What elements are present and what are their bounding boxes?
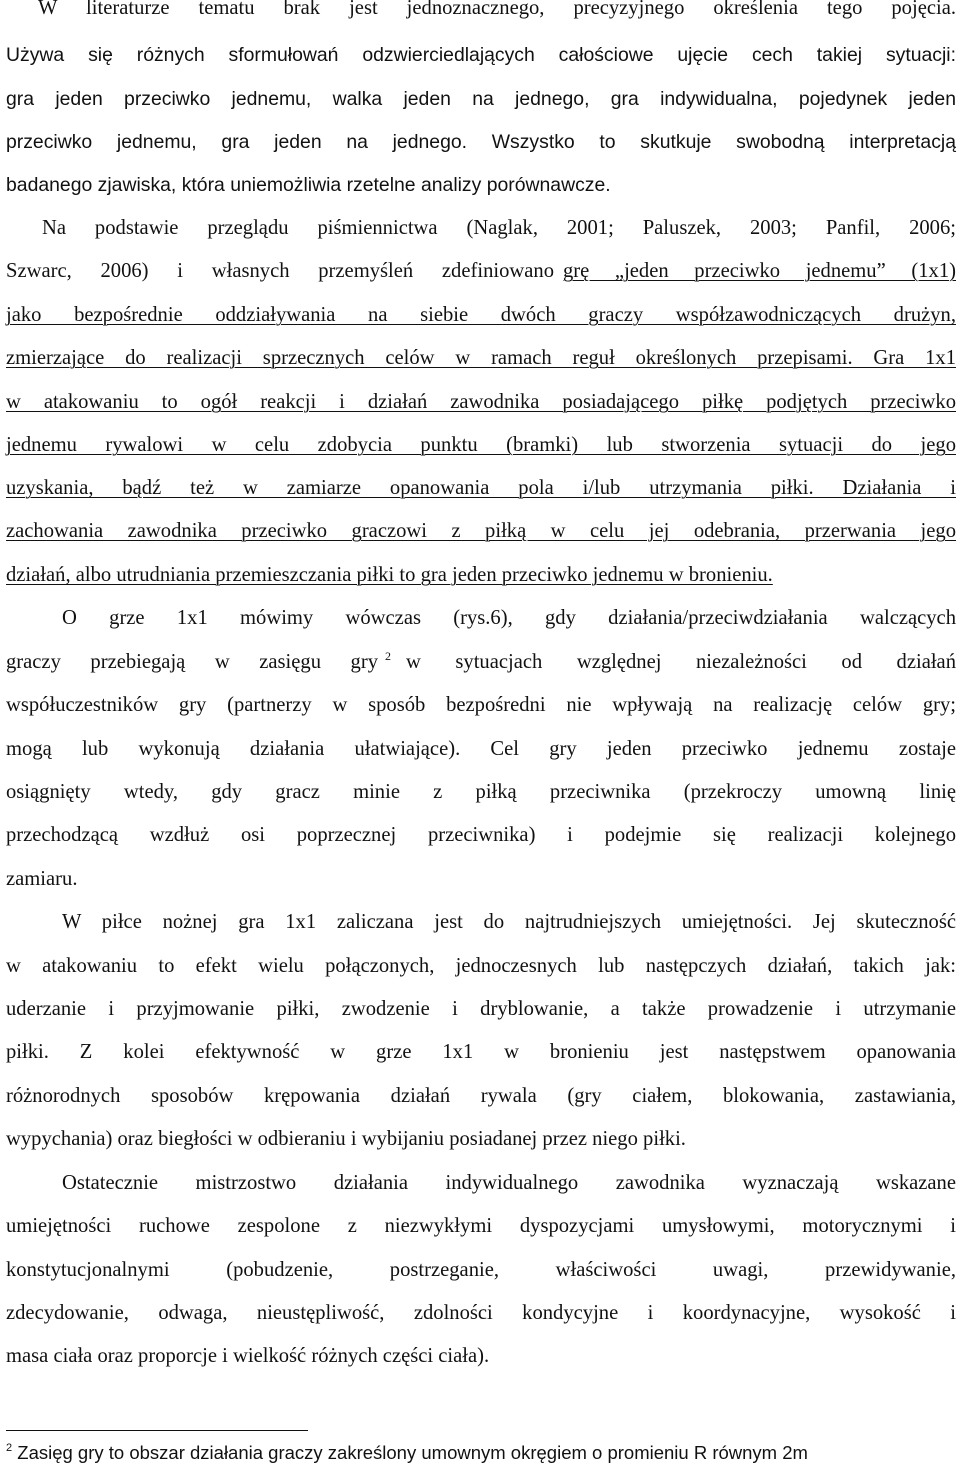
text-line: współuczestników gry (partnerzy w sposób bezpośredni nie wpływają na realizację celów gry;: [6, 694, 956, 716]
text-line-underlined: jednemu rywalowi w celu zdobycia punktu (bramki) lub stworzenia sytuacji do jego: [6, 434, 956, 456]
text-line-underlined: w atakowaniu to ogół reakcji i działań zawodnika posiadającego piłkę podjętych przeciwko: [6, 391, 956, 413]
text-line-underlined: uzyskania, bądź też w zamiarze opanowania pola i/lub utrzymania piłki. Działania i: [6, 477, 956, 499]
text-line: Na podstawie przeglądu piśmiennictwa (Naglak, 2001; Paluszek, 2003; Panfil, 2006;: [42, 217, 956, 239]
text-line: mogą lub wykonują działania ułatwiające). Cel gry jeden przeciwko jednemu zostaje: [6, 738, 956, 760]
text-line-underlined: działań, albo utrudniania przemieszczania piłki to gra jeden przeciwko jednemu w bronieniu.: [6, 564, 773, 586]
text-line: wypychania) oraz biegłości w odbieraniu i wybijaniu posiadanej przez niego piłki.: [6, 1128, 686, 1150]
text-line-underlined: jako bezpośrednie oddziaływania na siebie dwóch graczy współzawodniczących drużyn,: [6, 304, 956, 326]
text-line: konstytucjonalnymi (pobudzenie, postrzeganie, właściwości uwagi, przewidywanie,: [6, 1259, 956, 1281]
text-line: gra jeden przeciwko jednemu, walka jeden na jednego, gra indywidualna, pojedynek jeden: [6, 88, 956, 110]
footnote-divider: [6, 1430, 308, 1431]
text-line: Ostatecznie mistrzostwo działania indywidualnego zawodnika wyznaczają wskazane: [62, 1172, 956, 1194]
text-line: zamiaru.: [6, 868, 78, 890]
text-line: piłki. Z kolei efektywność w grze 1x1 w bronieniu jest następstwem opanowania: [6, 1041, 956, 1063]
footnote-number: 2: [6, 1442, 13, 1454]
text-line: umiejętności ruchowe zespolone z niezwykłymi dyspozycjami umysłowymi, motorycznymi i: [6, 1215, 956, 1237]
text-line: uderzanie i przyjmowanie piłki, zwodzenie i dryblowanie, a także prowadzenie i utrzymanie: [6, 998, 956, 1020]
text-line-underlined: zmierzające do realizacji sprzecznych celów w ramach reguł określonych przepisami. Gra 1x1: [6, 347, 956, 369]
text-line: w atakowaniu to efekt wielu połączonych, jednoczesnych lub następczych działań, takich jak:: [6, 955, 956, 977]
footnote-text: Zasięg gry to obszar działania graczy zakreślony umownym okręgiem o promieniu R równym 2m: [17, 1442, 808, 1463]
text-line: zdecydowanie, odwaga, nieustępliwość, zdolności kondycyjne i koordynacyjne, wysokość i: [6, 1302, 956, 1324]
text-line: masa ciała oraz proporcje i wielkość różnych części ciała).: [6, 1345, 490, 1367]
text-line: różnorodnych sposobów krępowania działań rywala (gry ciałem, blokowania, zastawiania,: [6, 1085, 956, 1107]
text-line-underlined: grę „jeden przeciwko jednemu” (1x1): [563, 260, 956, 282]
text-line: Używa się różnych sformułowań odzwierciedlających całościowe ujęcie cech takiej sytuacji:: [6, 44, 956, 66]
text-line-underlined: zachowania zawodnika przeciwko graczowi z piłką w celu jej odebrania, przerwania jego: [6, 520, 956, 542]
text-line: Szwarc, 2006) i własnych przemyśleń zdefiniowano: [6, 260, 554, 282]
text-line: badanego zjawiska, która uniemożliwia rzetelne analizy porównawcze.: [6, 174, 611, 196]
footnote: [6, 1442, 808, 1464]
text-line: W literaturze tematu brak jest jednoznacznego, precyzyjnego określenia tego pojęcia.: [38, 0, 956, 19]
text-line: przechodzącą wzdłuż osi poprzecznej przeciwnika) i podejmie się realizacji kolejnego: [6, 824, 956, 846]
text-line: w sytuacjach względnej niezależności od działań: [406, 651, 956, 673]
text-line: osiągnięty wtedy, gdy gracz minie z piłką przeciwnika (przekroczy umowną linię: [6, 781, 956, 803]
text-line: graczy przebiegają w zasięgu gry: [6, 651, 378, 673]
text-line: przeciwko jednemu, gra jeden na jednego. Wszystko to skutkuje swobodną interpretacją: [6, 131, 956, 153]
text-line: W piłce nożnej gra 1x1 zaliczana jest do najtrudniejszych umiejętności. Jej skuteczność: [62, 911, 956, 933]
text-line: O grze 1x1 mówimy wówczas (rys.6), gdy działania/przeciwdziałania walczących: [62, 607, 956, 629]
